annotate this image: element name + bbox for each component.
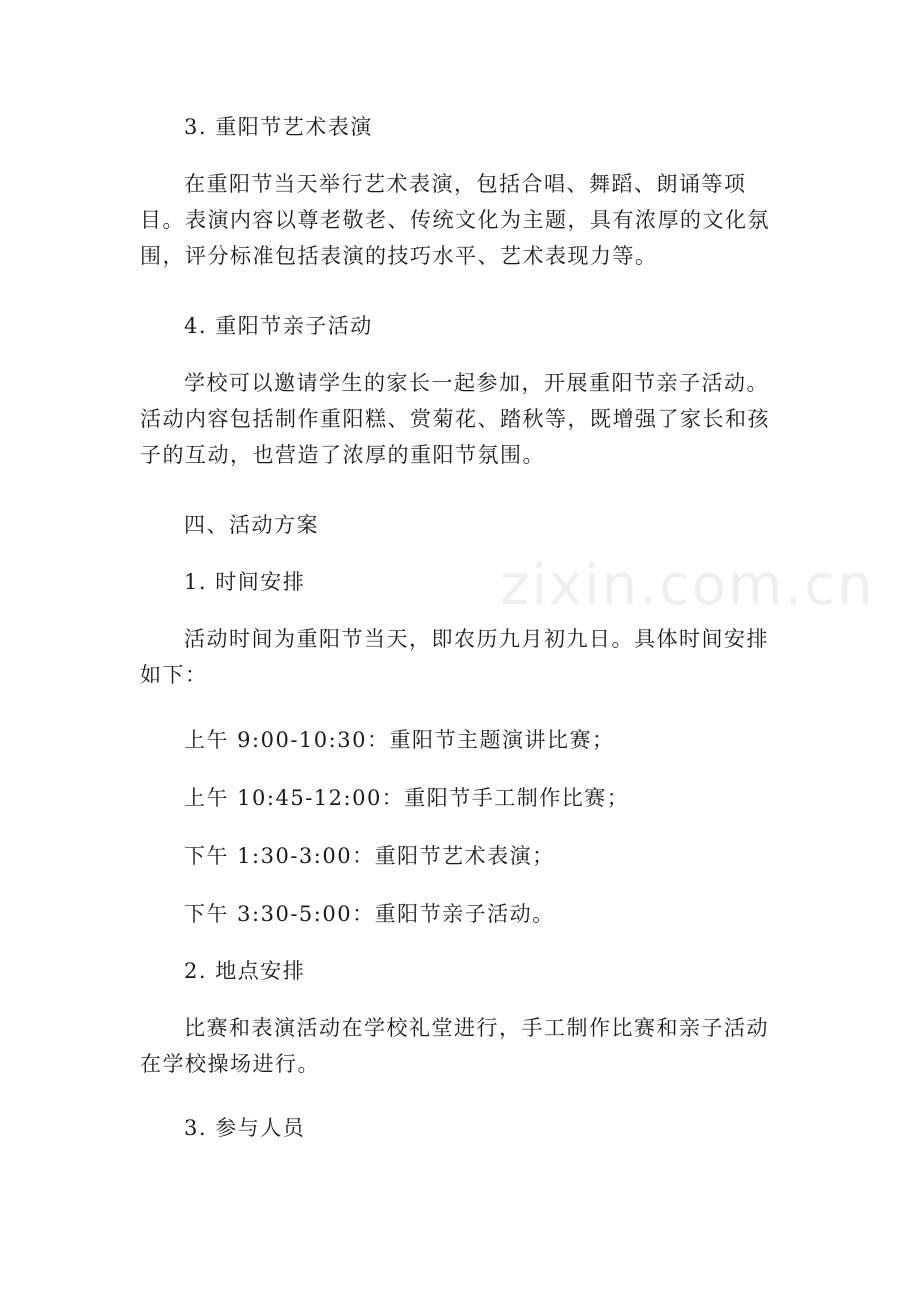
schedule-item-4: 下午 3:30-5:00：重阳节亲子活动。	[184, 902, 555, 926]
paragraph-location: 比赛和表演活动在学校礼堂进行，手工制作比赛和亲子活动在学校操场进行。	[140, 1016, 769, 1076]
paragraph-time: 活动时间为重阳节当天，即农历九月初九日。具体时间安排如下：	[140, 627, 769, 687]
section-heading-activity-plan: 四、活动方案	[184, 513, 319, 537]
section-heading-participants: 3. 参与人员	[184, 1116, 306, 1140]
section-heading-parent-child: 4. 重阳节亲子活动	[184, 314, 373, 338]
section-heading-time: 1. 时间安排	[184, 570, 306, 594]
paragraph-parent-child: 学校可以邀请学生的家长一起参加，开展重阳节亲子活动。活动内容包括制作重阳糕、赏菊花、踏秋等，既增强了家长和孩子的互动，也营造了浓厚的重阳节氛围。	[140, 371, 770, 467]
schedule-item-1: 上午 9:00-10:30：重阳节主题演讲比赛；	[184, 728, 615, 752]
schedule-item-3: 下午 1:30-3:00：重阳节艺术表演；	[184, 844, 555, 868]
schedule-item-2: 上午 10:45-12:00：重阳节手工制作比赛；	[184, 786, 630, 810]
section-heading-art-performance: 3. 重阳节艺术表演	[184, 115, 373, 139]
paragraph-art-performance: 在重阳节当天举行艺术表演，包括合唱、舞蹈、朗诵等项目。表演内容以尊老敬老、传统文化为主题，具有浓厚的文化氛围，评分标准包括表演的技巧水平、艺术表现力等。	[140, 172, 770, 268]
section-heading-location: 2. 地点安排	[184, 959, 306, 983]
watermark: zixin.com.cn	[500, 553, 875, 618]
